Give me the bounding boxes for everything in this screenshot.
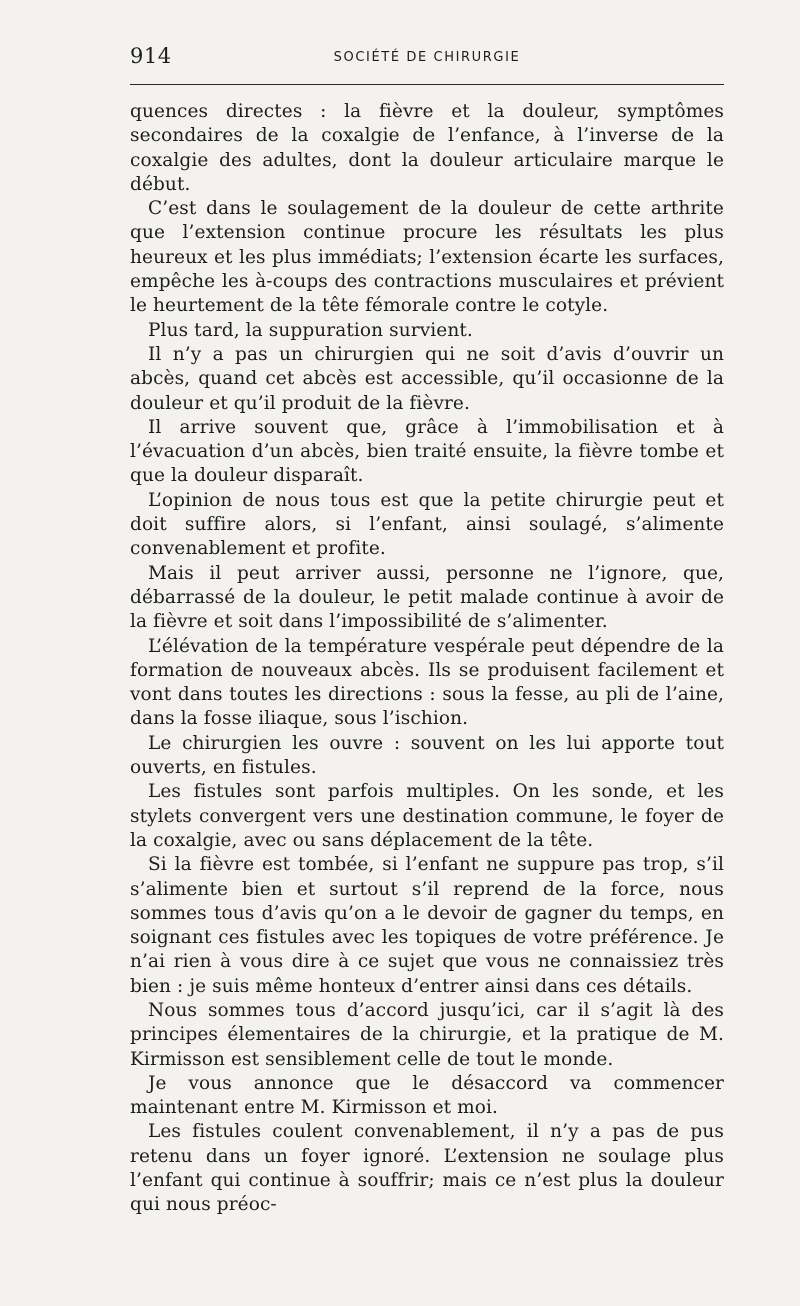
paragraph: C’est dans le soulagement de la douleur de cette arthrite que l’extension continue procure les résultats les plus heureux et les plus immédiats; l’extension écarte les surfaces, empêche les à-coups des contractions musculaires et prévient le heurtement de la tête fémorale contre le cotyle.: [130, 198, 724, 317]
running-title: SOCIÉTÉ DE CHIRURGIE: [333, 50, 521, 65]
paragraph: Les fistules sont parfois multiples. On les sonde, et les stylets convergent vers une destination commune, le foyer de la coxalgie, avec ou sans déplacement de la tête.: [130, 781, 724, 851]
page-number: 914: [130, 44, 172, 68]
body-text: [130, 100, 724, 1218]
paragraph: L’élévation de la température vespérale peut dépendre de la formation de nouveaux abcès. Ils se produisent facilement et vont dans toutes les directions : sous la fesse, au pli de l’aine, dans la fosse iliaque, sous l’ischion.: [130, 635, 724, 730]
paragraph: Il arrive souvent que, grâce à l’immobilisation et à l’évacuation d’un abcès, bien traité ensuite, la fièvre tombe et que la douleur disparaît.: [130, 416, 724, 487]
paragraph: Les fistules coulent convenablement, il n’y a pas de pus retenu dans un foyer ignoré. L’extension ne soulage plus l’enfant qui continue à souffrir; mais ce n’est plus la douleur qui nous préoc-: [130, 1121, 724, 1216]
paragraph: L’opinion de nous tous est que la petite chirurgie peut et doit suffire alors, si l’enfant, ainsi soulagé, s’alimente convenablement et profite.: [130, 489, 724, 560]
page-header: [130, 40, 724, 74]
paragraph: quences directes : la fièvre et la douleur, symptômes secondaires de la coxalgie de l’enfance, à l’inverse de la coxalgie des adultes, dont la douleur articulaire marque le début.: [130, 101, 724, 195]
paragraph: Le chirurgien les ouvre : souvent on les lui apporte tout ouverts, en fistules.: [130, 732, 724, 779]
header-rule: [130, 84, 724, 85]
paragraph: Si la fièvre est tombée, si l’enfant ne suppure pas trop, s’il s’alimente bien et surtout s’il reprend de la force, nous sommes tous d’avis qu’on a le devoir de gagner du temps, en soignant ces fistules avec les topiques de votre préférence. Je n’ai rien à vous dire à ce sujet que vous ne connaissiez très bien : je suis même honteux d’entrer ainsi dans ces détails.: [130, 854, 724, 997]
paragraph: Je vous annonce que le désaccord va commencer maintenant entre M. Kirmisson et moi.: [130, 1072, 724, 1119]
paragraph: Mais il peut arriver aussi, personne ne l’ignore, que, débarrassé de la douleur, le petit malade continue à avoir de la fièvre et soit dans l’impossibilité de s’alimenter.: [130, 562, 724, 633]
paragraph: Plus tard, la suppuration survient.: [148, 319, 473, 341]
paragraph: Nous sommes tous d’accord jusqu’ici, car il s’agit là des principes élementaires de la chirurgie, et la pratique de M. Kirmisson est sensiblement celle de tout le monde.: [130, 999, 724, 1070]
paragraph: Il n’y a pas un chirurgien qui ne soit d’avis d’ouvrir un abcès, quand cet abcès est accessible, qu’il occasionne de la douleur et qu’il produit de la fièvre.: [130, 343, 724, 414]
